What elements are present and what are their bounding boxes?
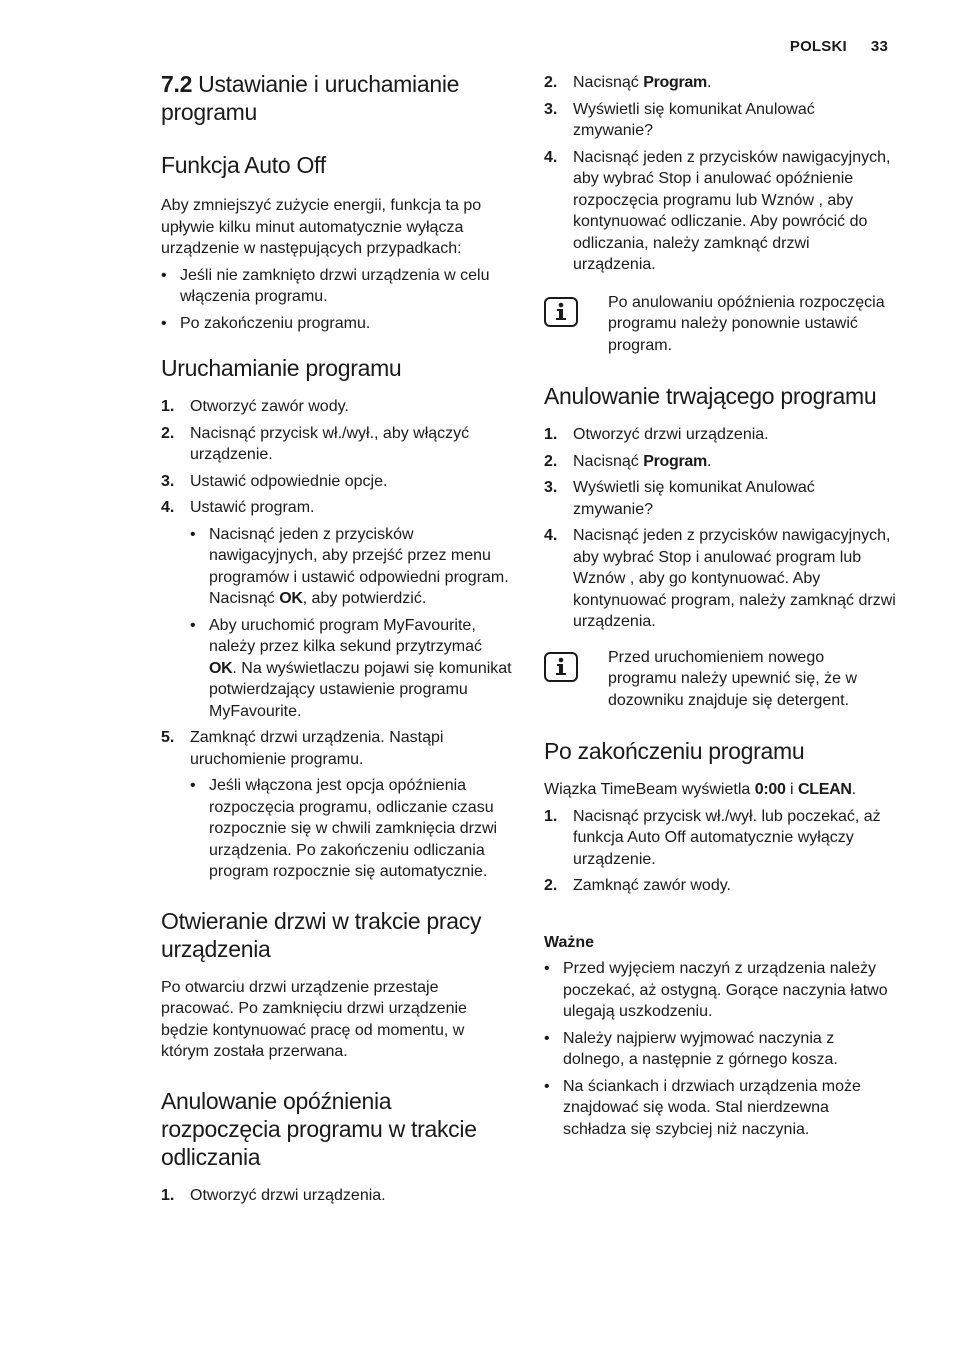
door-open-text: Po otwarciu drzwi urządzenie przestaje pracować. Po zamknięciu drzwi urządzenie będzie kontynuować pracę od momentu, w którym została przerwana. <box>161 978 467 1060</box>
step-text: Nacisnąć jeden z przycisków nawigacyjnych, aby wybrać Stop i anulować opóźnienie rozpoczęcia programu lub Wznów , aby kontynuować odliczanie. Aby powrócić do odliczania, należy zamknąć drzwi urządzenia. <box>573 148 891 273</box>
step-item <box>161 396 513 418</box>
program-end-steps <box>544 806 896 897</box>
step-item <box>161 423 513 466</box>
section-number: 7.2 <box>161 71 193 97</box>
step-text: Nacisnąć przycisk wł./wył., aby włączyć urządzenie. <box>190 424 470 463</box>
step-number: 3. <box>161 472 175 490</box>
step-number: 2. <box>544 74 558 91</box>
display-clean: CLEAN <box>798 781 852 798</box>
list-item: • Przed wyjęciem naczyń z urządzenia należy poczekać, aż ostygną. Gorące naczynia łatwo ulegają uszkodzeniu. <box>544 960 888 1020</box>
list-item-text: Przed wyjęciem naczyń z urządzenia należy poczekać, aż ostygną. Gorące naczynia łatwo ulegają uszkodzeniu. <box>563 960 888 1020</box>
step-number: 1. <box>544 426 558 443</box>
step-number: 2. <box>161 424 175 442</box>
program-end-heading: Po zakończeniu programu <box>544 738 805 764</box>
program-end-intro <box>544 779 896 801</box>
page-number: 33 <box>870 38 888 55</box>
info-note <box>544 292 896 357</box>
step-item <box>161 471 513 493</box>
sub-text: , aby potwierdzić. <box>302 590 427 607</box>
auto-off-intro: Aby zmniejszyć zużycie energii, funkcja ta po upływie kilku minut automatycznie wyłącza urządzenie w następujących przypadkach: <box>161 197 482 257</box>
step-number: 4. <box>544 527 558 544</box>
cancel-delay-steps <box>161 1185 513 1207</box>
sub-list-item: • Aby uruchomić program MyFavourite, należy przez kilka sekund przytrzymać OK. Na wyświetlaczu pojawi się komunikat potwierdzający ustawienie programu MyFavourite. <box>190 616 512 720</box>
display-time: 0:00 <box>754 781 786 798</box>
step-number: 5. <box>161 729 175 746</box>
intro-text: Wiązka TimeBeam wyświetla <box>544 781 755 798</box>
step-text: Ustawić odpowiednie opcje. <box>190 472 388 490</box>
note-text: Po anulowaniu opóźnienia rozpoczęcia programu należy ponownie ustawić program. <box>608 293 885 354</box>
list-item: • Na ściankach i drzwiach urządzenia może znajdować się woda. Stal nierdzewna schładza się szybciej niż naczynia. <box>544 1077 861 1138</box>
info-note <box>544 647 896 712</box>
step-number: 3. <box>544 479 558 496</box>
step-text: Nacisnąć <box>573 452 644 470</box>
step-item <box>544 451 896 473</box>
step-item <box>161 497 513 722</box>
step-item <box>161 727 513 883</box>
step-number: 1. <box>161 1186 175 1204</box>
info-icon <box>544 652 578 682</box>
step-text: Nacisnąć <box>573 74 644 91</box>
section-title-text: Ustawianie i uruchamianie programu <box>161 71 460 125</box>
start-program-heading: Uruchamianie programu <box>161 355 402 381</box>
sub-list-item: • Jeśli włączona jest opcja opóźnienia rozpoczęcia programu, odliczanie czasu rozpocznie się w chwili zamknięcia drzwi urządzenia. Po zakończeniu odliczania program rozpocznie się automatycznie. <box>190 777 498 880</box>
important-heading: Ważne <box>544 933 595 951</box>
sub-text: . Na wyświetlaczu pojawi się komunikat potwierdzający ustawienie programu MyFavourite. <box>209 659 512 720</box>
step-item <box>544 806 896 871</box>
language-label: POLSKI <box>789 38 847 55</box>
start-program-steps <box>161 396 513 883</box>
auto-off-heading: Funkcja Auto Off <box>161 152 326 178</box>
list-item: • Po zakończeniu programu. <box>161 314 371 332</box>
list-item-text: Należy najpierw wyjmować naczynia z dolnego, a następnie z górnego kosza. <box>563 1029 838 1068</box>
step-text: . <box>706 74 712 91</box>
intro-text: . <box>851 781 857 798</box>
info-icon <box>544 297 578 327</box>
list-item: • Należy najpierw wyjmować naczynia z dolnego, a następnie z górnego kosza. <box>544 1029 838 1068</box>
step-text: Ustawić program. <box>190 499 315 516</box>
step-item <box>161 1185 513 1207</box>
sub-list <box>190 775 513 883</box>
step-text: Wyświetli się komunikat Anulować zmywanie? <box>573 479 815 518</box>
step-number: 4. <box>161 499 175 516</box>
step-text: Otworzyć zawór wody. <box>190 398 349 415</box>
cancel-delay-heading: Anulowanie opóźnienia rozpoczęcia programu w trakcie odliczania <box>161 1087 477 1170</box>
step-number: 2. <box>544 877 558 894</box>
sub-list-item: • Nacisnąć jeden z przycisków nawigacyjnych, aby przejść przez menu programów i ustawić odpowiedni program. Nacisnąć OK, aby potwierdzić. <box>190 525 509 607</box>
step-text: Zamknąć drzwi urządzenia. Nastąpi uruchomienie programu. <box>190 729 444 768</box>
note-text: Przed uruchomieniem nowego programu należy upewnić się, że w dozowniku znajduje się detergent. <box>608 648 858 709</box>
ok-button-label: OK <box>279 590 303 607</box>
step-item <box>544 72 896 94</box>
intro-text: i <box>785 781 798 798</box>
step-text: Zamknąć zawór wody. <box>573 877 731 894</box>
step-item <box>544 875 896 897</box>
step-item <box>544 477 896 520</box>
right-column <box>544 72 896 1140</box>
step-number: 3. <box>544 100 558 118</box>
list-item-text: Jeśli nie zamknięto drzwi urządzenia w celu włączenia programu. <box>180 266 490 305</box>
sub-text: Aby uruchomić program MyFavourite, należy przez kilka sekund przytrzymać <box>209 616 482 655</box>
door-open-heading: Otwieranie drzwi w trakcie pracy urządzenia <box>161 907 482 962</box>
ok-button-label: OK <box>209 659 233 677</box>
step-item <box>544 99 896 142</box>
cancel-delay-steps-cont <box>544 72 896 276</box>
step-item <box>544 525 896 633</box>
left-column <box>161 68 513 1206</box>
sub-text: Jeśli włączona jest opcja opóźnienia rozpoczęcia programu, odliczanie czasu rozpocznie się w chwili zamknięcia drzwi urządzenia. Po zakończeniu odliczania program rozpocznie się automatycznie. <box>209 777 498 880</box>
section-title <box>161 70 513 126</box>
step-number: 1. <box>544 807 558 825</box>
auto-off-list <box>161 265 513 335</box>
list-item-text: Na ściankach i drzwiach urządzenia może znajdować się woda. Stal nierdzewna schładza się szybciej niż naczynia. <box>563 1077 861 1138</box>
important-list <box>544 958 896 1140</box>
sub-text: Nacisnąć jeden z przycisków nawigacyjnych, aby przejść przez menu programów i ustawić odpowiedni program. Nacisnąć <box>209 525 509 607</box>
sub-list <box>190 524 513 723</box>
list-item: • Jeśli nie zamknięto drzwi urządzenia w celu włączenia programu. <box>161 266 490 305</box>
step-text: Nacisnąć jeden z przycisków nawigacyjnych, aby wybrać Stop i anulować program lub Wznów , aby go kontynuować. Aby kontynuować program, należy zamknąć drzwi urządzenia. <box>573 527 896 630</box>
cancel-running-heading: Anulowanie trwającego programu <box>544 383 877 409</box>
step-text: Nacisnąć przycisk wł./wył. lub poczekać, aż funkcja Auto Off automatycznie wyłączy urządzenie. <box>573 807 881 868</box>
program-button-label: Program <box>643 452 707 470</box>
step-item <box>544 147 896 276</box>
page-header <box>790 38 888 55</box>
step-number: 1. <box>161 398 175 415</box>
cancel-running-steps <box>544 424 896 633</box>
program-button-label: Program <box>643 74 707 91</box>
step-text: Wyświetli się komunikat Anulować zmywanie? <box>573 100 815 139</box>
step-text: Otworzyć drzwi urządzenia. <box>190 1186 386 1204</box>
step-item <box>544 424 896 446</box>
step-text: . <box>706 452 712 470</box>
step-number: 2. <box>544 452 558 470</box>
list-item-text: Po zakończeniu programu. <box>180 314 371 332</box>
step-number: 4. <box>544 148 558 166</box>
step-text: Otworzyć drzwi urządzenia. <box>573 426 769 443</box>
